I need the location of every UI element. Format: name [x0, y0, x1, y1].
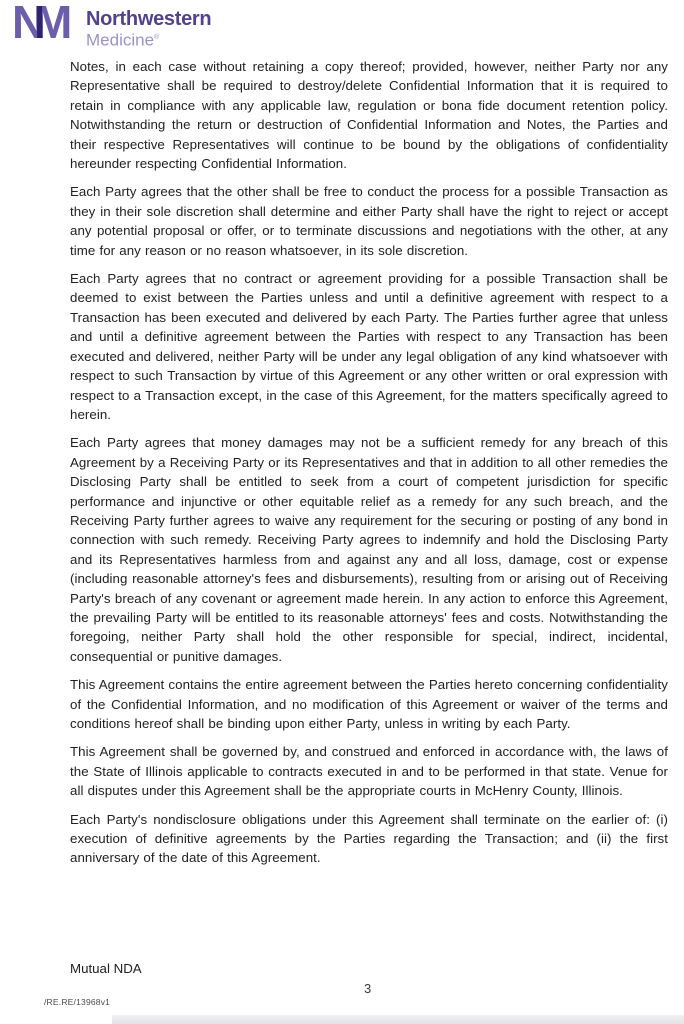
logo-medicine-text: Medicine	[86, 30, 155, 50]
document-body	[70, 57, 668, 877]
page-number: 3	[364, 981, 372, 996]
paragraph-entire-agreement: This Agreement contains the entire agreement between the Parties hereto concerning confidentiality of the Confidential Information, and no modification of this Agreement or waiver of the terms and conditions hereof shall be binding upon either Party, unless in writing by each Party.	[70, 677, 668, 731]
logo-name-northwestern: Northwestern	[86, 8, 212, 30]
monogram-letter-m: M	[34, 0, 67, 48]
northwestern-medicine-logo	[12, 0, 212, 50]
paragraph-free-to-conduct-process: Each Party agrees that the other shall be free to conduct the process for a possible Transaction as they in their sole discretion shall determine and either Party shall have the right to reject or accept any potential proposal or offer, or to terminate discussions and negotiations with the other, at any time for any reason or no reason whatsoever, in its sole discretion.	[70, 184, 668, 258]
paragraph-remedies-and-indemnification: Each Party agrees that money damages may not be a sufficient remedy for any breach of this Agreement by a Receiving Party or its Representatives and that in addition to all other remedies the Disclosing Party shall be entitled to seek from a court of competent jurisdiction for specific performance and injunctive or other equitable relief as a remedy for any such breach, and the Receiving Party further agrees to waive any requirement for the securing or posting of any bond in connection with such remedy. Receiving Party agrees to indemnify and hold the Disclosing Party and its Representatives harmless from and against any and all loss, damage, cost or expense (including reasonable attorney's fees and disbursements), resulting from or arising out of Receiving Party's breach of any covenant or agreement made herein. In any action to enforce this Agreement, the prevailing Party will be entitled to its reasonable attorneys' fees and costs. Notwithstanding the foregoing, neither Party shall hold the other responsible for special, indirect, incidental, consequential or punitive damages.	[70, 435, 668, 664]
logo-name-medicine	[86, 29, 211, 50]
paragraph-termination-of-obligations: Each Party's nondisclosure obligations under this Agreement shall terminate on the earlier of: (i) execution of definitive agreements by the Parties regarding the Transaction; and (ii) the first anniversary of the date of this Agreement.	[70, 811, 668, 866]
nm-monogram-icon	[12, 0, 76, 48]
logo-wordmark	[86, 6, 211, 50]
scan-edge-artifact	[112, 1015, 684, 1024]
paragraph-return-of-notes: Notes, in each case without retaining a copy thereof; provided, however, neither Party nor any Representative shall be required to destroy/delete Confidential Information that it is required to retain in compliance with any applicable law, regulation or bona fide document retention policy. Notwithstanding the return or destruction of Confidential Information and Notes, the Parties and their respective Representatives will continue to be bound by the obligations of confidentiality hereunder respecting Confidential Information.	[70, 59, 668, 172]
document-title-footer: Mutual NDA	[70, 961, 142, 976]
document-reference-code: /RE.RE/13968v1	[44, 997, 111, 1007]
registered-trademark-icon: ®	[154, 34, 160, 41]
paragraph-governing-law: This Agreement shall be governed by, and construed and enforced in accordance with, the laws of the State of Illinois applicable to contracts executed in and to be performed in that state. Venue for all disputes under this Agreement shall be the appropriate courts in McHenry County, Illinois.	[70, 744, 668, 799]
paragraph-no-contract-until-definitive-agreement: Each Party agrees that no contract or agreement providing for a possible Transaction shall be deemed to exist between the Parties unless and until a definitive agreement with respect to a Transaction has been executed and delivered by each Party. The Parties further agree that unless and until a definitive agreement between the Parties with respect to any Transaction has been executed and delivered, neither Party will be under any legal obligation of any kind whatsoever with respect to such Transaction by virtue of this Agreement or any other written or oral expression with respect to a Transaction except, in the case of this Agreement, for the matters specifically agreed to herein.	[70, 271, 668, 422]
monogram-letter-n: N	[12, 0, 40, 48]
